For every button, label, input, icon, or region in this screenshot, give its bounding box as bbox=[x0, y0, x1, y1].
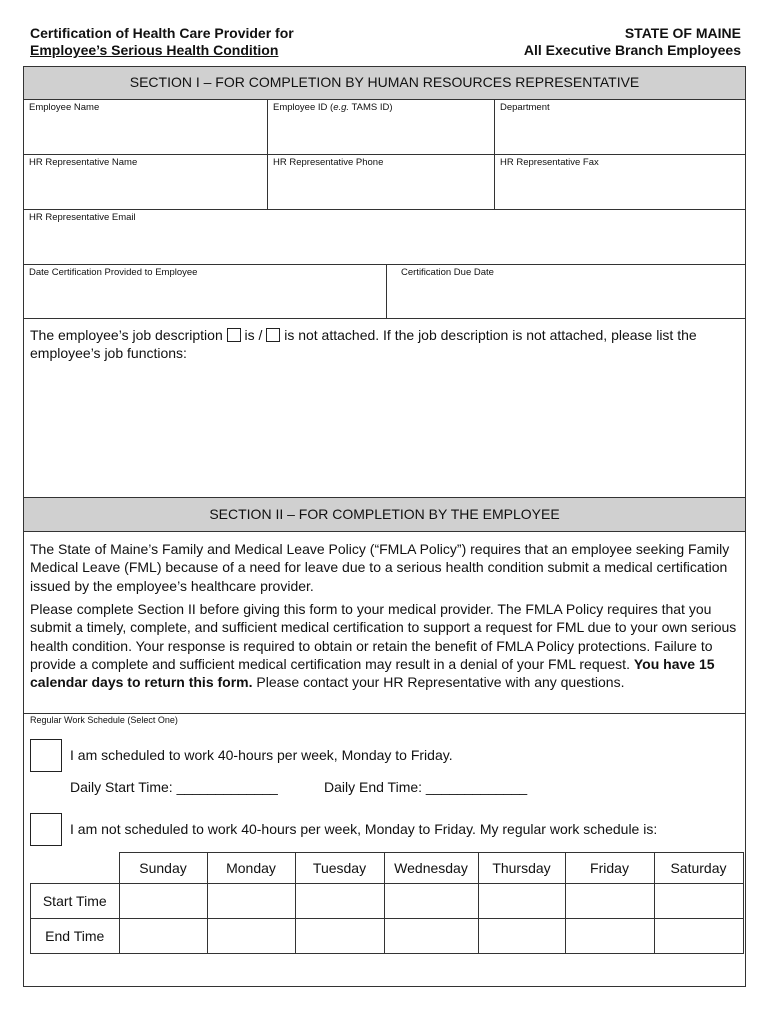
day-monday: Monday bbox=[207, 853, 295, 884]
contact-text: Please contact your HR Representative with any questions. bbox=[252, 674, 625, 691]
date-provided-field[interactable] bbox=[24, 264, 386, 318]
start-time-row bbox=[31, 884, 744, 919]
hr-email-field[interactable] bbox=[24, 209, 745, 264]
form-agency bbox=[524, 25, 741, 59]
due-date-label: Certification Due Date bbox=[401, 267, 494, 278]
hr-email-label: HR Representative Email bbox=[29, 212, 136, 223]
department-label: Department bbox=[500, 102, 550, 113]
schedule-label: Regular Work Schedule (Select One) bbox=[30, 715, 178, 725]
daily-end-time[interactable]: Daily End Time: _____________ bbox=[324, 779, 528, 795]
start-time-label: Start Time bbox=[31, 884, 120, 919]
deadline-text: You have 15 calendar days to return this form. bbox=[30, 655, 715, 691]
end-time-saturday[interactable] bbox=[654, 919, 743, 954]
dates-row bbox=[24, 264, 745, 319]
hr-contact-row bbox=[24, 154, 745, 210]
instructions-text: Please complete Section II before giving this form to your medical provider. The FMLA Policy requires that you submit a timely, complete, and sufficient medical certification to support a request for FML due to your own serious health condition. Your response is required to obtain or retain the benefit of FMLA Policy protections. Failure to provide a complete and sufficient medical certification may result in a denial of your FML request. bbox=[30, 601, 737, 672]
employee-name-field[interactable] bbox=[24, 99, 267, 154]
date-provided-label: Date Certification Provided to Employee bbox=[29, 267, 198, 278]
day-wednesday: Wednesday bbox=[384, 853, 478, 884]
daily-start-time[interactable]: Daily Start Time: _____________ bbox=[70, 779, 278, 795]
end-time-sunday[interactable] bbox=[119, 919, 207, 954]
hr-name-field[interactable] bbox=[24, 154, 267, 209]
scope-label: All Executive Branch Employees bbox=[523, 42, 741, 58]
end-time-monday[interactable] bbox=[207, 919, 295, 954]
day-tuesday: Tuesday bbox=[295, 853, 384, 884]
employee-info-row bbox=[24, 99, 745, 155]
section2-heading: SECTION II – FOR COMPLETION BY THE EMPLOYEE bbox=[24, 497, 745, 532]
employee-id-label: Employee ID ( bbox=[273, 102, 334, 113]
employee-id-eg: e.g. bbox=[333, 102, 350, 113]
start-time-sunday[interactable] bbox=[119, 884, 207, 919]
job-description-question bbox=[30, 326, 737, 362]
start-time-friday[interactable] bbox=[565, 884, 654, 919]
hr-name-label: HR Representative Name bbox=[29, 157, 138, 168]
form-title bbox=[30, 25, 294, 59]
start-time-tuesday[interactable] bbox=[295, 884, 384, 919]
option2-checkbox[interactable] bbox=[30, 813, 62, 846]
end-time-friday[interactable] bbox=[565, 919, 654, 954]
hr-phone-label: HR Representative Phone bbox=[273, 157, 384, 168]
employee-id-field[interactable] bbox=[267, 99, 494, 154]
department-field[interactable] bbox=[494, 99, 745, 154]
form-title-line1: Certification of Health Care Provider for bbox=[30, 25, 294, 41]
schedule-corner bbox=[31, 853, 120, 884]
day-thursday: Thursday bbox=[478, 853, 565, 884]
job-desc-is-checkbox[interactable] bbox=[227, 328, 241, 342]
day-friday: Friday bbox=[565, 853, 654, 884]
job-desc-text-rest: is not attached. If the job description is not attached, please list the employee’s job functions: bbox=[30, 327, 697, 361]
job-desc-is-label: is / bbox=[244, 327, 263, 343]
job-desc-text: The employee’s job description bbox=[30, 327, 223, 343]
end-time-label: End Time bbox=[31, 919, 120, 954]
employee-id-suffix: TAMS ID) bbox=[349, 102, 393, 113]
end-time-wednesday[interactable] bbox=[384, 919, 478, 954]
end-time-row bbox=[31, 919, 744, 954]
end-time-thursday[interactable] bbox=[478, 919, 565, 954]
form-title-line2: Employee’s Serious Health Condition bbox=[30, 42, 279, 58]
schedule-header-row bbox=[31, 853, 744, 884]
day-sunday: Sunday bbox=[119, 853, 207, 884]
job-desc-is-not-checkbox[interactable] bbox=[266, 328, 280, 342]
hr-phone-field[interactable] bbox=[267, 154, 494, 209]
option1-label: I am scheduled to work 40-hours per week, Monday to Friday. bbox=[70, 747, 453, 763]
schedule-table bbox=[30, 852, 744, 954]
hr-email-row bbox=[24, 209, 745, 265]
start-time-wednesday[interactable] bbox=[384, 884, 478, 919]
fmla-policy-paragraph: The State of Maine’s Family and Medical Leave Policy (“FMLA Policy”) requires that an employee seeking Family Medical Leave (FML) because of a need for leave due to a serious health condition submit a medical certification issued by the employee’s healthcare provider. bbox=[30, 541, 730, 594]
end-time-tuesday[interactable] bbox=[295, 919, 384, 954]
employee-name-label: Employee Name bbox=[29, 102, 100, 113]
start-time-saturday[interactable] bbox=[654, 884, 743, 919]
start-time-monday[interactable] bbox=[207, 884, 295, 919]
divider bbox=[24, 713, 745, 714]
due-date-field[interactable] bbox=[386, 264, 745, 318]
instructions-paragraph bbox=[30, 600, 738, 691]
certification-form bbox=[23, 66, 746, 987]
option1-checkbox[interactable] bbox=[30, 739, 62, 772]
day-saturday: Saturday bbox=[654, 853, 743, 884]
hr-fax-field[interactable] bbox=[494, 154, 745, 209]
option2-label: I am not scheduled to work 40-hours per week, Monday to Friday. My regular work schedule is: bbox=[70, 821, 658, 837]
section1-heading: SECTION I – FOR COMPLETION BY HUMAN RESOURCES REPRESENTATIVE bbox=[24, 67, 745, 100]
state-label: STATE OF MAINE bbox=[624, 25, 741, 41]
start-time-thursday[interactable] bbox=[478, 884, 565, 919]
hr-fax-label: HR Representative Fax bbox=[500, 157, 599, 168]
